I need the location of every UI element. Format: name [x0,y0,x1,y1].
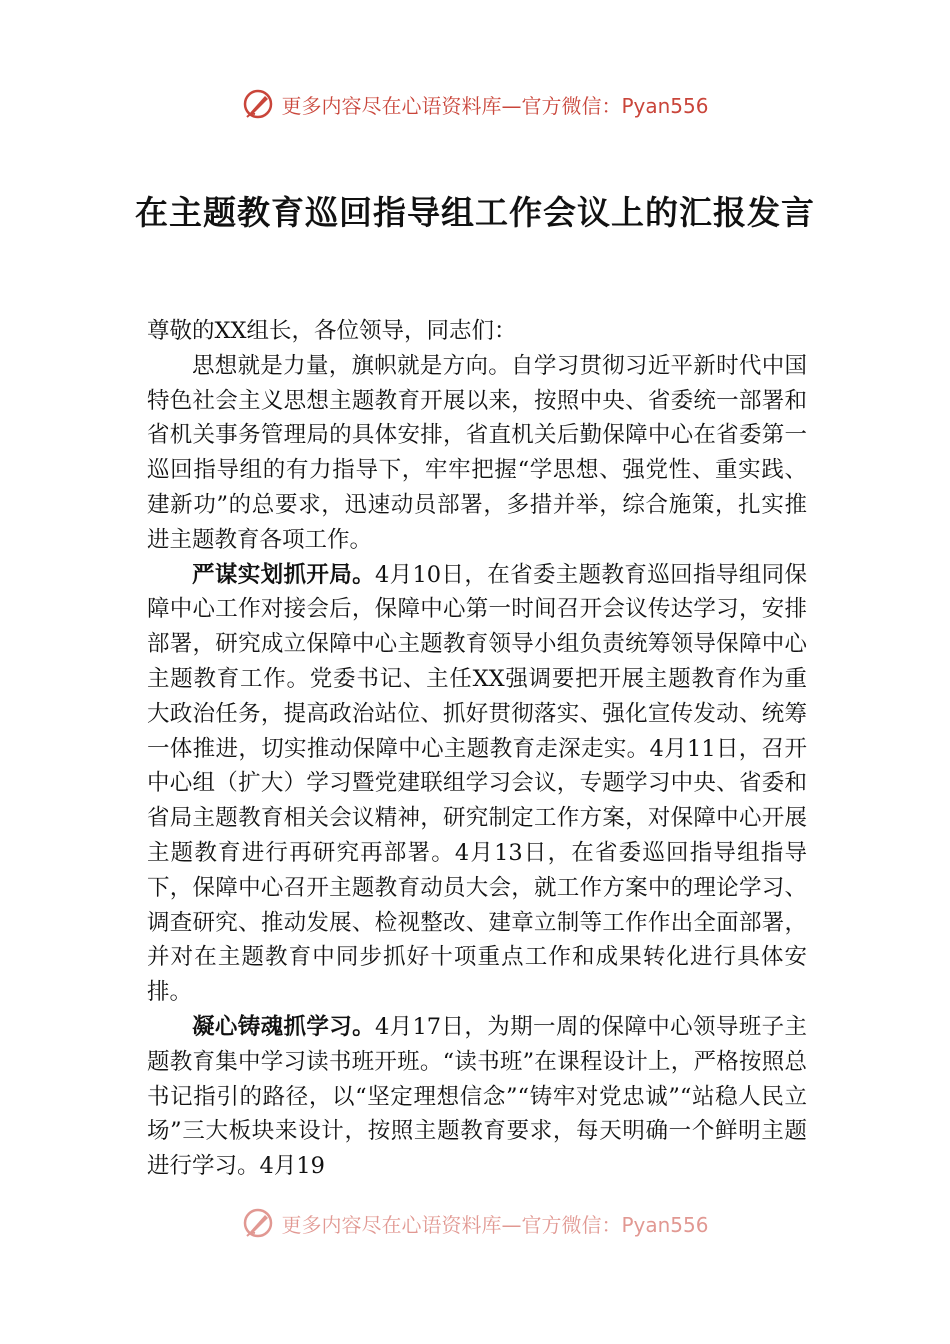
pen-circle-logo-icon [241,1206,275,1240]
paragraph-text: 思想就是力量，旗帜就是方向。自学习贯彻习近平新时代中国特色社会主义思想主题教育开展以来，按照中央、省委统一部署和省机关事务管理局的具体安排，省直机关后勤保障中心在省委第一巡回指导组的有力指导下，牢牢把握“学思想、强党性、重实践、建新功”的总要求，迅速动员部署，多措并举，综合施策，扎实推进主题教育各项工作。 [147,352,807,553]
paragraph-text: 4月10日，在省委主题教育巡回指导组同保障中心工作对接会后，保障中心第一时间召开会议传达学习，安排部署，研究成立保障中心主题教育领导小组负责统筹领导保障中心主题教育工作。党委书记、主任XX强调要把开展主题教育作为重大政治任务，提高政治站位、抓好贯彻落实、强化宣传发动、统筹一体推进，切实推动保障中心主题教育走深走实。4月11日，召开中心组（扩大）学习暨党建联组学习会议，专题学习中央、省委和省局主题教育相关会议精神，研究制定工作方案，对保障中心开展主题教育进行再研究再部署。4月13日，在省委巡回指导组指导下，保障中心召开主题教育动员大会，就工作方案中的理论学习、调查研究、推动发展、检视整改、建章立制等工作作出全面部署，并对在主题教育中同步抓好十项重点工作和成果转化进行具体安排。 [147,561,807,1006]
greeting: 尊敬的XX组长，各位领导，同志们： [147,318,517,344]
paragraph-lead: 凝心铸魂抓学习。 [192,1013,375,1040]
paragraph-lead: 严谋实划抓开局。 [192,561,375,588]
paragraph-kickoff [147,558,807,1010]
watermark-text: 更多内容尽在心语资料库—官方微信：Pyan556 [281,1212,709,1237]
pen-circle-logo-icon [241,87,275,121]
watermark-footer [0,1203,950,1243]
watermark-header [0,84,950,124]
document-body [147,314,807,1184]
paragraph-study [147,1010,807,1184]
paragraph-intro [147,349,807,558]
watermark-text: 更多内容尽在心语资料库—官方微信：Pyan556 [281,93,709,118]
document-title: 在主题教育巡回指导组工作会议上的汇报发言 [135,193,815,232]
paragraph-text: 4月17日，为期一周的保障中心领导班子主题教育集中学习读书班开班。“读书班”在课程设计上，严格按照总书记指引的路径，以“坚定理想信念”“铸牢对党忠诚”“站稳人民立场”三大板块来设计，按照主题教育要求，每天明确一个鲜明主题进行学习。4月19 [147,1013,807,1180]
